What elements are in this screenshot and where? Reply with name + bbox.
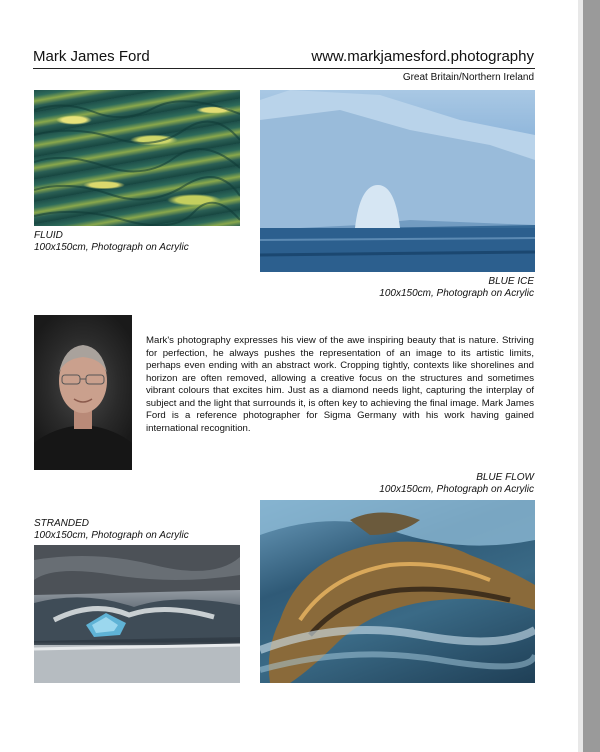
work-title: STRANDED: [34, 518, 90, 529]
work-title: BLUE ICE: [488, 276, 534, 287]
blue-ice-scene: [260, 90, 535, 272]
work-details: 100x150cm, Photograph on Acrylic: [379, 288, 534, 299]
fluid-texture: [34, 90, 240, 226]
photo-stranded: [34, 545, 240, 683]
scrollbar[interactable]: [583, 0, 600, 752]
work-details: 100x150cm, Photograph on Acrylic: [34, 530, 189, 541]
blue-flow-scene: [260, 500, 535, 683]
region-label: Great Britain/Northern Ireland: [402, 72, 534, 83]
artist-name: Mark James Ford: [33, 48, 150, 65]
header-divider: [33, 68, 535, 69]
photo-fluid: [34, 90, 240, 226]
work-details: 100x150cm, Photograph on Acrylic: [34, 242, 189, 253]
artist-portrait: [34, 315, 132, 470]
caption-blue-flow: [379, 472, 534, 496]
stranded-scene: [34, 545, 240, 683]
caption-stranded: [34, 518, 189, 542]
photo-blue-ice: [260, 90, 535, 272]
portrait-figure: [34, 315, 132, 470]
website-link[interactable]: www.markjamesford.photography: [311, 48, 534, 65]
work-title: FLUID: [34, 230, 63, 241]
work-details: 100x150cm, Photograph on Acrylic: [379, 484, 534, 495]
photo-blue-flow: [260, 500, 535, 683]
work-title: BLUE FLOW: [476, 472, 534, 483]
caption-fluid: [34, 230, 189, 254]
artist-bio: Mark's photography expresses his view of the awe inspiring beauty that is nature. Striving for perfection, he always pushes the representation of an image to its artistic limits, perhaps even ending with an abstract work. Cropping tightly, contexts like shorelines and horizon are often removed, allowing a creative focus on the structures and sometimes vibrant colours that excites him. Just as a diamond needs light, capturing the interplay of subject and the light that surrounds it, is often key to achieving the final image. Mark James Ford is a reference photographer for Sigma Germany with his work having gained international recognition.: [146, 335, 534, 434]
caption-blue-ice: [379, 276, 534, 300]
